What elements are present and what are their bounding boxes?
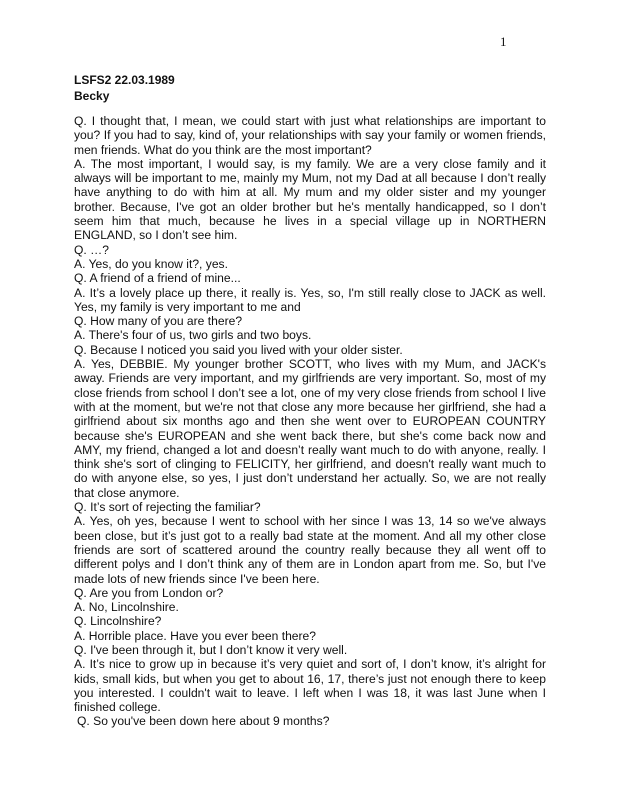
interviewee-name: Becky — [74, 89, 110, 103]
session-id: LSFS2 22.03.1989 — [74, 73, 175, 87]
question-paragraph: Q. I thought that, I mean, we could start with just what relationships are important to you? If you had to say, kind of, your relationships with say your family or women friends, men friends. What do you think are the most important? — [74, 114, 546, 157]
question-paragraph: Q. A friend of a friend of mine... — [74, 271, 241, 286]
transcript-header — [74, 72, 175, 104]
answer-paragraph: A. It’s nice to grow up in because it’s very quiet and sort of, I don’t know, it’s alright for kids, small kids, but when you get to about 16, 17, there’s just not enough there to keep you interested. I couldn't wait to leave. I left when I was 18, it was last June when I finished college. — [74, 657, 546, 715]
answer-paragraph: A. There's four of us, two girls and two boys. — [74, 328, 312, 343]
question-paragraph: Q. I've been through it, but I don’t know it very well. — [74, 642, 348, 657]
question-paragraph: Q. Because I noticed you said you lived with your older sister. — [74, 342, 403, 357]
question-paragraph: Q. It’s sort of rejecting the familiar? — [74, 500, 261, 515]
answer-paragraph: A. Horrible place. Have you ever been there? — [74, 628, 317, 643]
question-paragraph: Q. …? — [74, 242, 109, 257]
answer-paragraph: A. Yes, DEBBIE. My younger brother SCOTT, who lives with my Mum, and JACK's away. Friends are very important, and my girlfriends are very important. So, most of my close friends from school I don’t see a lot, one of my very close friends from school I live with at the moment, but we're not that close any more because her girlfriend, she had a girlfriend about six months ago and then she went over to EUROPEAN COUNTRY because she's EUROPEAN and she went back there, but she's come back now and AMY, my friend, changed a lot and doesn’t really want much to do with anyone, really. I think she's sort of clinging to FELICITY, her girlfriend, and doesn't really want much to do with anyone else, so yes, I just don’t understand her actually. So, we are not really that close anymore. — [74, 357, 546, 500]
question-paragraph: Q. How many of you are there? — [74, 314, 243, 329]
answer-paragraph: A. The most important, I would say, is my family. We are a very close family and it always will be important to me, mainly my Mum, not my Dad at all because I don’t really have anything to do with him at all. My mum and my older sister and my younger brother. Because, I've got an older brother but he's mentally handicapped, so I don’t seem him that much, because he lives in a special village up in NORTHERN ENGLAND, so I don’t see him. — [74, 156, 546, 243]
question-paragraph: Q. Lincolnshire? — [74, 614, 162, 629]
answer-paragraph: A. Yes, do you know it?, yes. — [74, 256, 228, 271]
transcript-body — [74, 114, 546, 729]
answer-paragraph: A. Yes, oh yes, because I went to school with her since I was 13, 14 so we've always been close, but it’s just got to a really bad state at the moment. And all my other close friends are sort of scattered around the country really because they all went off to different polys and I don’t think any of them are in London apart from me. So, but I've made lots of new friends since I've been here. — [74, 514, 546, 586]
page-number: 1 — [500, 34, 507, 49]
answer-paragraph: A. No, Lincolnshire. — [74, 600, 179, 615]
question-paragraph: Q. So you've been down here about 9 months? — [77, 714, 330, 729]
question-paragraph: Q. Are you from London or? — [74, 585, 224, 600]
answer-paragraph: A. It’s a lovely place up there, it really is. Yes, so, I'm still really close to JACK as well. Yes, my family is very important to me and — [74, 285, 546, 314]
